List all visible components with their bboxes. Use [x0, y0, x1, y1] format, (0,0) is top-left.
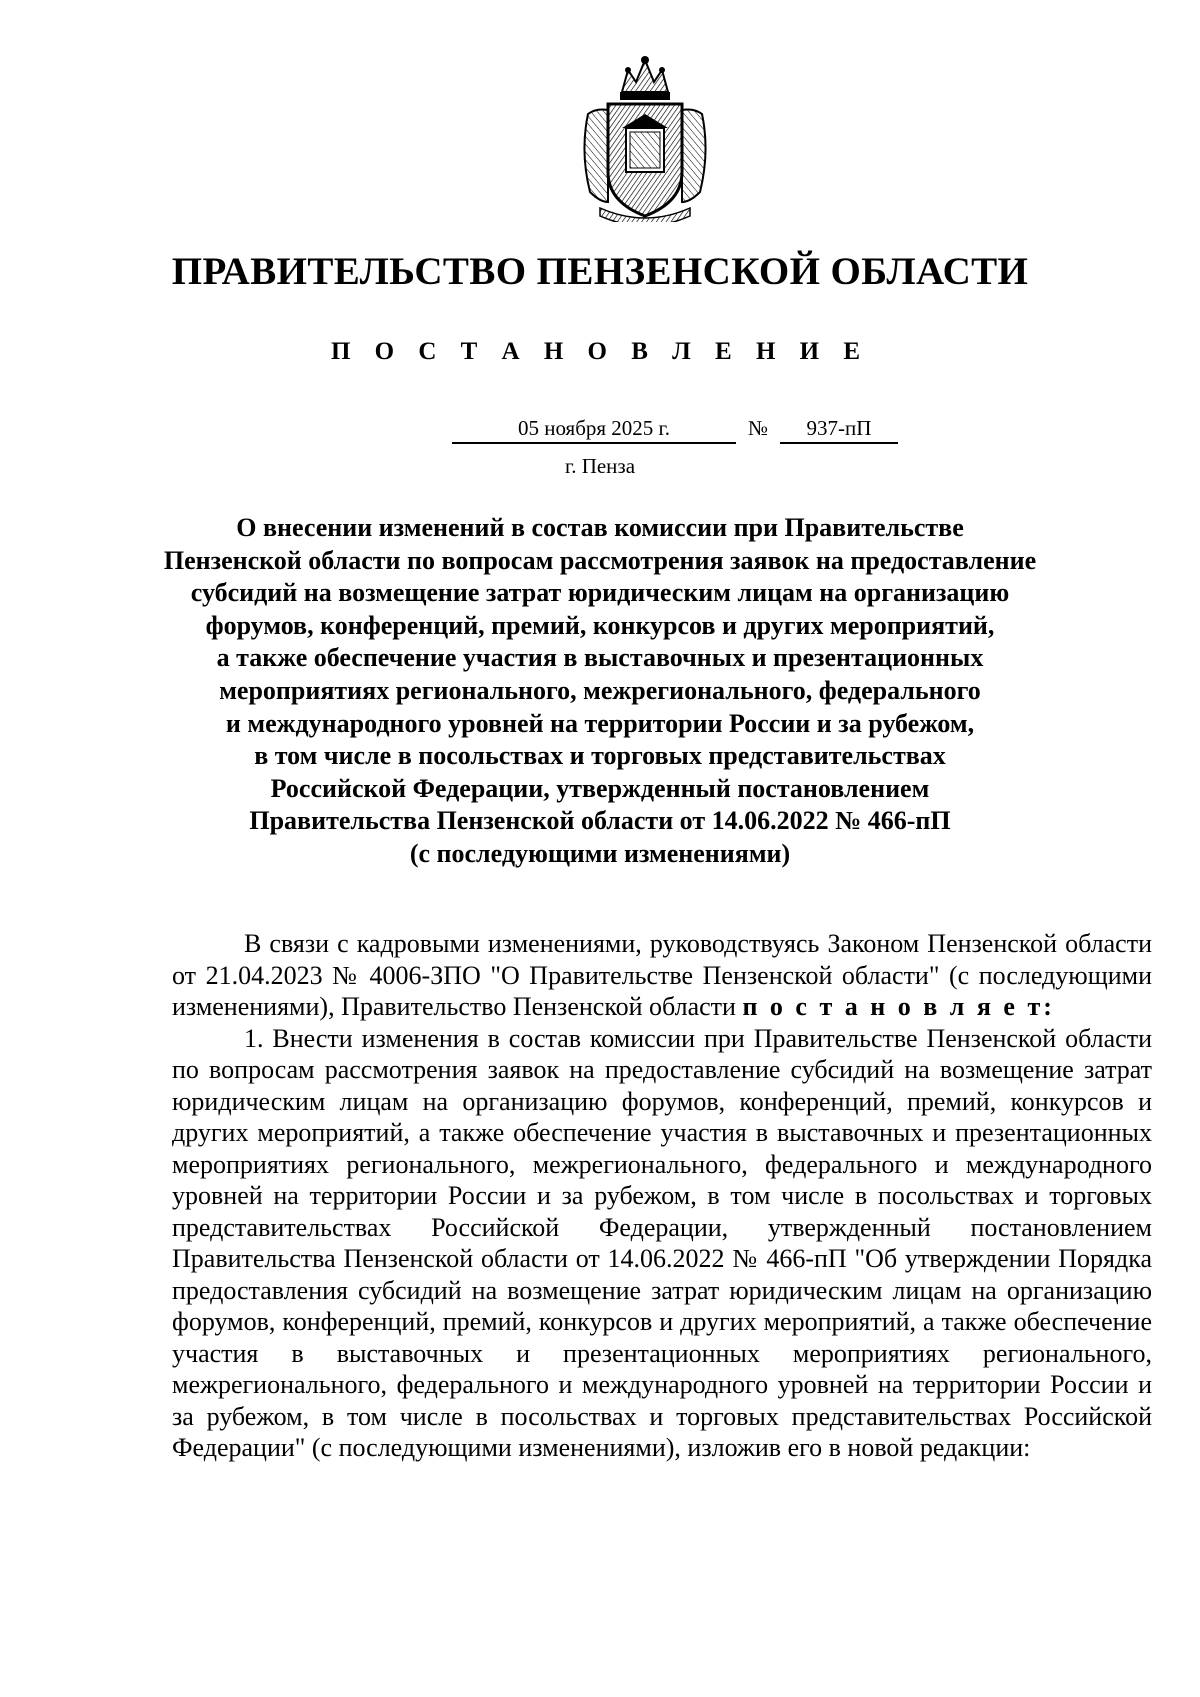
preamble-text: В связи с кадровыми изменениями, руководствуясь Законом Пензенской области от 21.04.2023 № 4006-ЗПО "О Правительстве Пензенской области" (с последующими изменениями), Правительство Пензенской области [172, 929, 1152, 1021]
document-date: 05 ноября 2025 г. [452, 414, 736, 444]
heading-line: (с последующими изменениями) [409, 838, 791, 868]
heading-line: мероприятиях регионального, межрегионального, федерального [219, 675, 981, 705]
heading-line: и международного уровней на территории России и за рубежом, [225, 708, 975, 738]
heading-line: О внесении изменений в состав комиссии при Правительстве [236, 513, 964, 542]
heading-line: Российской Федерации, утвержденный постановлением [270, 773, 930, 803]
item-1-paragraph: 1. Внести изменения в состав комиссии при Правительстве Пензенской области по вопросам рассмотрения заявок на предоставление субсидий на возмещение затрат юридическим лицам на организацию форумов, конференций, премий, конкурсов и других мероприятий, а также обеспечение участия в выставочных и презентационных мероприятиях регионального, межрегионального, федерального и международного уровней на территории России и за рубежом, в том числе в посольствах и торговых представительствах Российской Федерации, утвержденный постановлением Правительства Пензенской области от 14.06.2022 № 466-пП "Об утверждении Порядка предоставления субсидий на возмещение затрат юридическим лицам на организацию форумов, конференций, премий, конкурсов и других мероприятий, а также обеспечение участия в выставочных и презентационных мероприятиях регионального, межрегионального, федерального и международного уровней на территории России и за рубежом, в том числе в посольствах и торговых представительствах Российской Федерации" (с последующими изменениями), изложив его в новой редакции: [172, 1023, 1152, 1462]
heading-line: в том числе в посольствах и торговых представительствах [254, 741, 946, 771]
document-city: г. Пенза [564, 454, 636, 478]
heading-line: Правительства Пензенской области от 14.06.2022 № 466-пП [249, 806, 951, 836]
heading-line: Пензенской области по вопросам рассмотрения заявок на предоставление [163, 545, 1037, 575]
document-number: 937-пП [780, 414, 898, 444]
document-body [172, 928, 1152, 1464]
coat-of-arms-icon [560, 52, 730, 222]
heading-line: форумов, конференций, премий, конкурсов и других мероприятий, [205, 610, 995, 640]
decree-word: п о с т а н о в л я е т: [742, 992, 1055, 1021]
organization-title: ПРАВИТЕЛЬСТВО ПЕНЗЕНСКОЙ ОБЛАСТИ [171, 250, 1029, 293]
document-type: П О С Т А Н О В Л Е Н И Е [330, 338, 870, 365]
heading-line: а также обеспечение участия в выставочных и презентационных [216, 643, 984, 673]
number-sign: № [748, 416, 769, 440]
heading-line: субсидий на возмещение затрат юридическим лицам на организацию [190, 578, 1010, 608]
preamble-paragraph [172, 928, 1152, 1023]
document-heading [80, 512, 1120, 871]
